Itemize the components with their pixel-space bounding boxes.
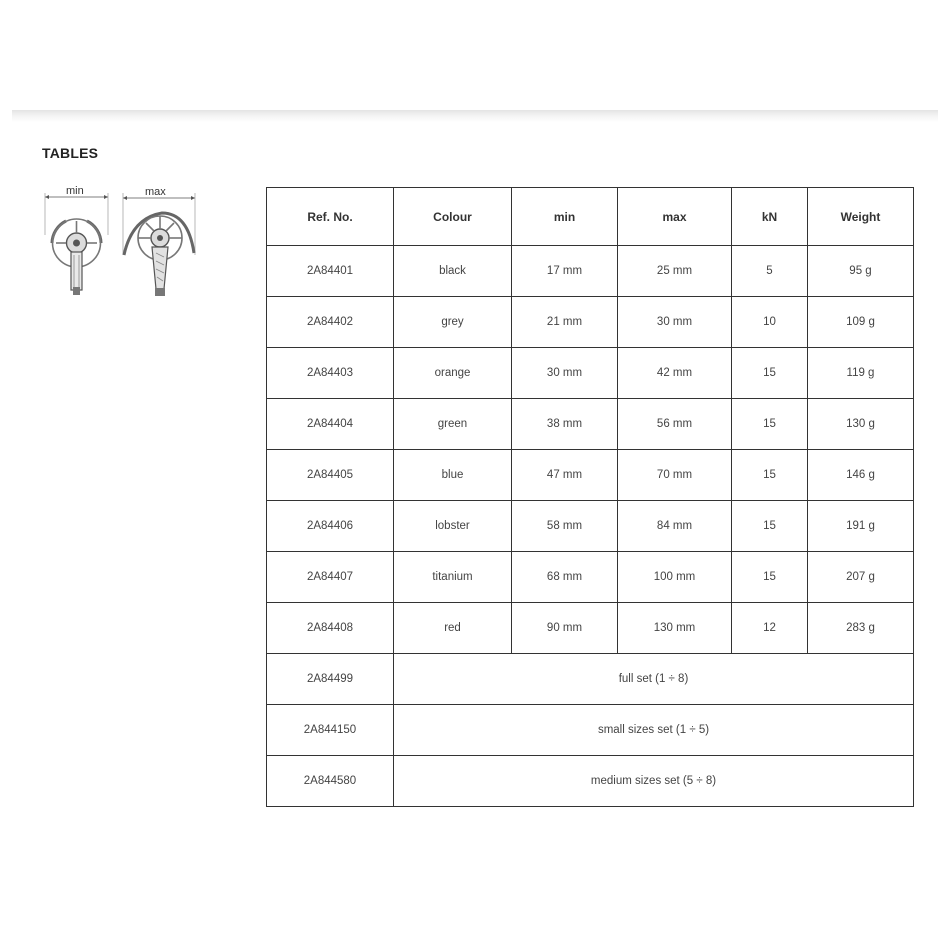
cell-kn: 15 (732, 450, 808, 501)
cell-ref-no: 2A84406 (267, 501, 394, 552)
cell-ref-no: 2A84403 (267, 348, 394, 399)
cell-colour: grey (394, 297, 512, 348)
cell-kn: 15 (732, 552, 808, 603)
cell-max: 42 mm (618, 348, 732, 399)
cell-ref-no: 2A84407 (267, 552, 394, 603)
cell-max: 130 mm (618, 603, 732, 654)
cell-set-description: medium sizes set (5 ÷ 8) (394, 756, 914, 807)
table-set-row (267, 756, 914, 807)
cell-max: 84 mm (618, 501, 732, 552)
header-ref-no: Ref. No. (267, 188, 394, 246)
cell-min: 21 mm (512, 297, 618, 348)
cell-weight: 119 g (808, 348, 914, 399)
section-title: TABLES (42, 145, 99, 161)
cell-max: 70 mm (618, 450, 732, 501)
max-device-illustration (123, 193, 195, 296)
cell-ref-no: 2A84402 (267, 297, 394, 348)
cell-ref-no: 2A844580 (267, 756, 394, 807)
cell-colour: titanium (394, 552, 512, 603)
table-header-row (267, 188, 914, 246)
cell-colour: red (394, 603, 512, 654)
cell-max: 56 mm (618, 399, 732, 450)
cell-colour: green (394, 399, 512, 450)
table-row (267, 552, 914, 603)
cell-weight: 109 g (808, 297, 914, 348)
table-row (267, 297, 914, 348)
top-divider-band (12, 110, 938, 122)
header-min: min (512, 188, 618, 246)
header-kn: kN (732, 188, 808, 246)
cell-weight: 191 g (808, 501, 914, 552)
cell-ref-no: 2A84499 (267, 654, 394, 705)
cell-set-description: small sizes set (1 ÷ 5) (394, 705, 914, 756)
cell-ref-no: 2A84404 (267, 399, 394, 450)
cell-ref-no: 2A84401 (267, 246, 394, 297)
cell-ref-no: 2A84408 (267, 603, 394, 654)
cell-colour: black (394, 246, 512, 297)
table-row (267, 399, 914, 450)
cell-kn: 12 (732, 603, 808, 654)
cell-set-description: full set (1 ÷ 8) (394, 654, 914, 705)
header-colour: Colour (394, 188, 512, 246)
cell-ref-no: 2A844150 (267, 705, 394, 756)
cell-min: 38 mm (512, 399, 618, 450)
cell-min: 47 mm (512, 450, 618, 501)
cell-weight: 130 g (808, 399, 914, 450)
table-row (267, 501, 914, 552)
cell-kn: 15 (732, 399, 808, 450)
cell-colour: lobster (394, 501, 512, 552)
cell-kn: 5 (732, 246, 808, 297)
cell-weight: 146 g (808, 450, 914, 501)
cell-weight: 207 g (808, 552, 914, 603)
cell-colour: blue (394, 450, 512, 501)
cell-ref-no: 2A84405 (267, 450, 394, 501)
cell-max: 30 mm (618, 297, 732, 348)
cell-colour: orange (394, 348, 512, 399)
cell-min: 58 mm (512, 501, 618, 552)
min-device-illustration (45, 193, 108, 295)
table-row (267, 450, 914, 501)
cell-kn: 15 (732, 501, 808, 552)
table-row (267, 603, 914, 654)
cell-min: 68 mm (512, 552, 618, 603)
specification-table (266, 187, 914, 807)
cell-kn: 15 (732, 348, 808, 399)
cell-max: 100 mm (618, 552, 732, 603)
table-set-row (267, 654, 914, 705)
min-label: min (66, 185, 84, 197)
table-row (267, 348, 914, 399)
cell-min: 30 mm (512, 348, 618, 399)
cell-max: 25 mm (618, 246, 732, 297)
table-row (267, 246, 914, 297)
max-label: max (145, 186, 166, 198)
size-diagram (40, 185, 200, 310)
cell-weight: 283 g (808, 603, 914, 654)
header-weight: Weight (808, 188, 914, 246)
cell-kn: 10 (732, 297, 808, 348)
table-set-row (267, 705, 914, 756)
cell-min: 90 mm (512, 603, 618, 654)
cell-weight: 95 g (808, 246, 914, 297)
header-max: max (618, 188, 732, 246)
cell-min: 17 mm (512, 246, 618, 297)
